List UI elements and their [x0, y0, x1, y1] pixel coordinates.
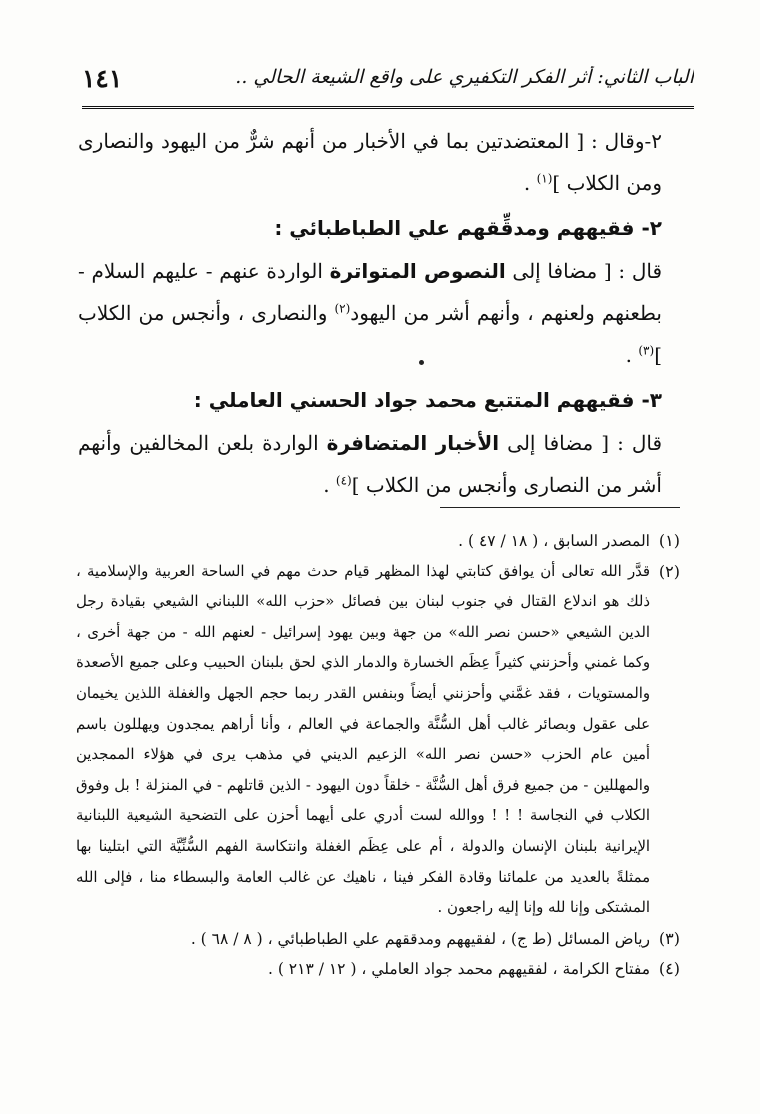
footnote-text: قدَّر الله تعالى أن يوافق كتابتي لهذا المظهر قيام حدث مهم في الساحة العربية والإسلامية ، ذلك هو اندلاع القتال في جنوب لبنان بين فصائل «حزب الله» اللبناني الشيعي بقيادة رجل الدين الشيعي «حسن نصر الله» من جهة وبين يهود إسرائيل - لعنهم الله - من جهة أخرى ، وكما غمني وأحزنني كثيراً عِظَم الخسارة والدمار الذي لحق بلبنان الحبيب وعلى جميع الأصعدة والمستويات ، فقد غمَّني وأحزنني أيضاً وبنفس القدر ربما حجم الجهل والغفلة اللذين يخيمان على عقول وبصائر غالب أهل السُّنَّة والجماعة في العالم ، وأنا أراهم يمجدون ويهللون باسم أمين عام الحزب «حسن نصر الله» الزعيم الديني في مذهب يرى في هؤلاء الممجدين والمهللين - من جميع فرق أهل السُّنَّة - خلقاً دون اليهود - الذين قاتلهم - في المنزلة ! بل وفوق الكلاب في النجاسة ! ! ! ووالله لست أدري على أيهما أحزن على التضحية الشيعية اللبنانية الإيرانية بلبنان الإنسان والدولة ، أم على عِظَم الغفلة وانتكاسة الفهم السُّنِّيَّة التي ابتلينا بها ممثلةً بالعديد من علمائنا وقادة الفكر فينا ، ناهيك عن غالب العامة والبسطاء منا ، فإلى الله المشتكى وإنا لله وإنا إليه راجعون . — [76, 562, 650, 917]
ink-speck — [419, 360, 424, 365]
footnote-number: (٢) — [658, 561, 680, 581]
quote-2-start: قال : [ مضافا إلى — [505, 259, 663, 283]
quote-1-end: . — [523, 171, 537, 195]
main-text — [78, 120, 680, 506]
footnote-text: مفتاح الكرامة ، لفقيههم محمد جواد العاملي ، ( ١٢ / ٢١٣ ) . — [267, 960, 650, 979]
page-number: ١٤١ — [82, 64, 123, 93]
chapter-title-text: الباب الثاني: أثر الفكر التكفيري على واقع الشيعة الحالي — [253, 66, 694, 88]
quote-3-end: . — [323, 473, 336, 497]
section-heading-2: ٢- فقيههم ومدقِّقهم علي الطباطبائي : — [274, 216, 662, 240]
footnote-ref-4: (٤) — [335, 473, 352, 488]
footnote-ref-3: (٣) — [638, 343, 655, 358]
footnote-item — [76, 526, 680, 557]
quote-2-emphasis: النصوص المتواترة — [329, 259, 506, 283]
footnote-text: رياض المسائل (ط ج) ، لفقيههم ومدققهم علي الطباطبائي ، ( ٨ / ٦٨ ) . — [190, 929, 650, 948]
footnote-item — [76, 954, 680, 985]
quote-3-middle: الواردة بلعن المخالفين وأنهم أشر من النصارى وأنجس من الكلاب ] — [78, 431, 662, 497]
quote-2-end: . — [625, 343, 639, 367]
quote-1-text: ٢-وقال : [ المعتضدتين بما في الأخبار من أنهم شرٌّ من اليهود والنصارى ومن الكلاب ] — [78, 129, 662, 195]
paragraph-quote-2 — [78, 250, 680, 376]
footnotes — [76, 526, 680, 985]
quote-3-emphasis: الأخبار المتضافرة — [326, 431, 500, 455]
section-heading-3: ٣- فقيههم المتتبع محمد جواد الحسني العاملي : — [193, 388, 662, 412]
header-ellipsis: .. — [235, 66, 248, 88]
footnote-text: المصدر السابق ، ( ١٨ / ٤٧ ) . — [458, 532, 650, 550]
footnote-number: (٣) — [658, 928, 680, 948]
chapter-title — [174, 66, 694, 88]
quote-2-middle: الواردة عنهم - عليهم السلام - بطعنهم ولعنهم ، وأنهم أشر من اليهود — [78, 259, 662, 325]
footnote-number: (١) — [658, 531, 680, 550]
footnote-item — [76, 924, 680, 955]
footnote-separator — [440, 507, 680, 508]
quote-3-start: قال : [ مضافا إلى — [499, 431, 663, 455]
running-header — [82, 62, 694, 109]
footnote-number: (٤) — [658, 959, 680, 979]
footnote-ref-1: (١) — [536, 171, 553, 186]
paragraph-quote-1 — [78, 120, 680, 204]
quote-2-tail: والنصارى ، وأنجس من الكلاب ] — [78, 301, 662, 367]
footnote-ref-2: (٢) — [334, 301, 351, 316]
footnote-item — [76, 557, 680, 924]
paragraph-quote-3 — [78, 422, 680, 506]
